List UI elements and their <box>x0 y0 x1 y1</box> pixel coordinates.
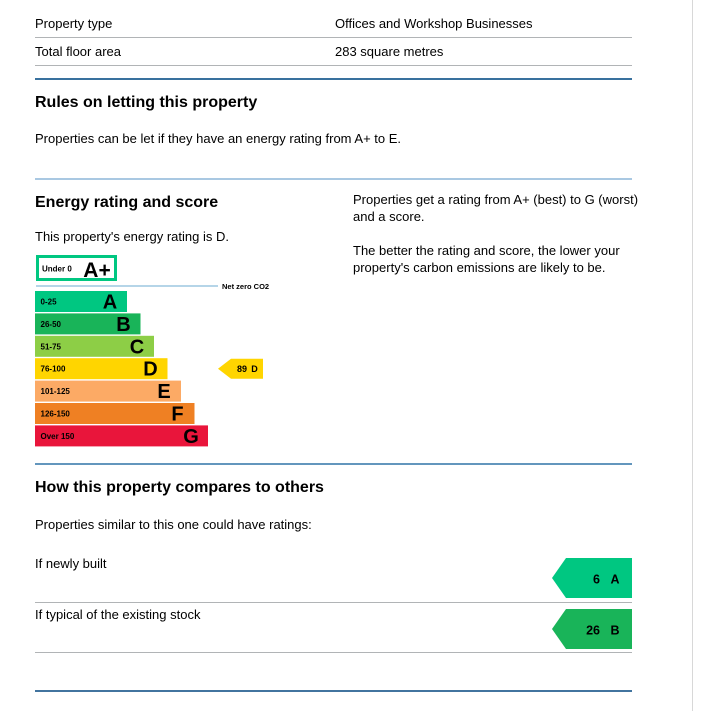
rating-badge-newly-built <box>552 558 632 598</box>
svg-text:Over 150: Over 150 <box>40 431 75 441</box>
band-a-plus <box>38 257 116 283</box>
svg-text:A: A <box>610 572 620 587</box>
svg-text:126-150: 126-150 <box>40 409 70 419</box>
band-a <box>35 291 127 314</box>
rating-badge-existing-stock <box>552 609 632 649</box>
band-d <box>35 358 168 381</box>
total-floor-area-value: 283 square metres <box>335 44 444 59</box>
svg-text:C: C <box>129 336 145 359</box>
svg-text:G: G <box>183 425 199 448</box>
property-summary-table <box>35 10 632 66</box>
table-row <box>35 38 632 66</box>
svg-text:F: F <box>171 403 184 426</box>
svg-text:6: 6 <box>593 572 600 587</box>
rules-body-text: Properties can be let if they have an energy rating from A+ to E. <box>35 131 402 146</box>
rules-heading: Rules on letting this property <box>35 94 258 111</box>
svg-text:26: 26 <box>586 623 600 638</box>
rating-explanation-2: The better the rating and score, the lower your property's carbon emissions are likely to be. <box>353 243 620 275</box>
current-rating-text: This property's energy rating is D. <box>35 229 229 244</box>
epc-rating-chart <box>35 254 635 450</box>
epc-document <box>35 0 639 692</box>
svg-text:51-75: 51-75 <box>40 342 61 352</box>
svg-text:89: 89 <box>236 364 247 375</box>
section-divider <box>35 463 632 465</box>
compare-row-label: If typical of the existing stock <box>35 607 201 622</box>
current-score-arrow <box>218 359 263 379</box>
svg-text:Under 0: Under 0 <box>42 264 72 274</box>
band-f <box>35 403 195 426</box>
compare-row-existing-stock <box>35 603 632 653</box>
section-divider <box>35 690 632 692</box>
svg-text:76-100: 76-100 <box>40 364 66 374</box>
band-b <box>35 313 141 336</box>
total-floor-area-label: Total floor area <box>35 44 121 59</box>
table-row <box>35 10 632 38</box>
svg-text:26-50: 26-50 <box>40 319 61 329</box>
compare-intro-text: Properties similar to this one could have ratings: <box>35 517 312 532</box>
band-e <box>35 381 181 404</box>
svg-text:E: E <box>157 381 171 404</box>
svg-text:A: A <box>102 291 118 314</box>
svg-text:Net zero CO2: Net zero CO2 <box>222 282 270 291</box>
svg-text:B: B <box>610 623 620 638</box>
energy-rating-section <box>35 180 639 463</box>
svg-text:D: D <box>143 358 158 381</box>
rating-explanation-1: Properties get a rating from A+ (best) to G (worst) and a score. <box>353 192 639 224</box>
svg-text:A+: A+ <box>83 259 111 282</box>
svg-text:101-125: 101-125 <box>40 387 70 397</box>
energy-rating-heading: Energy rating and score <box>35 194 219 211</box>
band-g <box>35 425 208 448</box>
section-divider <box>35 78 632 80</box>
compare-row-label: If newly built <box>35 556 107 571</box>
svg-text:0-25: 0-25 <box>40 297 57 307</box>
property-type-value: Offices and Workshop Businesses <box>335 16 533 31</box>
band-c <box>35 336 154 359</box>
compare-row-newly-built <box>35 543 632 603</box>
svg-text:B: B <box>116 313 131 336</box>
net-zero-marker <box>36 282 269 291</box>
page-edge-line <box>692 0 693 711</box>
property-type-label: Property type <box>35 16 113 31</box>
svg-text:D: D <box>251 364 258 375</box>
compare-heading: How this property compares to others <box>35 479 324 496</box>
